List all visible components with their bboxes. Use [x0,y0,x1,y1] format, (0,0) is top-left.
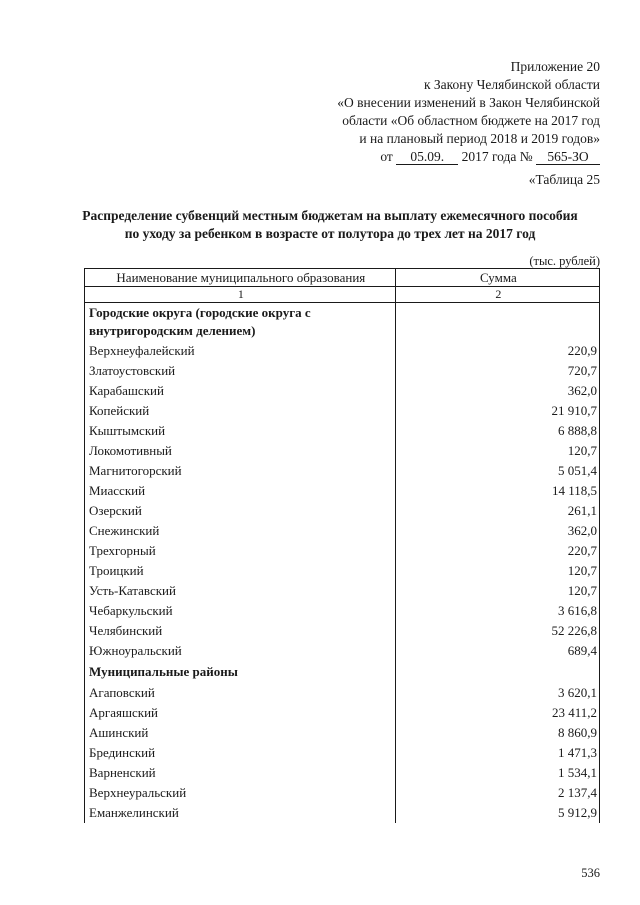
table-row [85,803,600,823]
from-label: от [380,149,393,164]
table-row [85,621,600,641]
column-number-1: 1 [85,287,396,303]
row-name: Карабашский [85,381,396,401]
row-sum: 261,1 [395,501,599,521]
table-row [85,421,600,441]
row-name: Чебаркульский [85,601,396,621]
section-row-districts [85,661,600,683]
row-sum: 23 411,2 [395,703,599,723]
document-title [60,207,600,243]
table-row [85,501,600,521]
table-row [85,401,600,421]
table-row [85,723,600,743]
row-name: Верхнеуфалейский [85,341,396,361]
row-sum: 8 860,9 [395,723,599,743]
table-row [85,381,600,401]
row-sum: 5 051,4 [395,461,599,481]
table-row [85,581,600,601]
row-sum: 362,0 [395,381,599,401]
row-sum: 120,7 [395,561,599,581]
law-date: 05.09. [396,149,458,165]
appendix-number: Приложение 20 [510,59,600,74]
table-row [85,743,600,763]
table-label: «Таблица 25 [528,172,600,187]
row-name: Копейский [85,401,396,421]
row-sum: 1 471,3 [395,743,599,763]
row-name: Еманжелинский [85,803,396,823]
table-row [85,783,600,803]
law-number: 565-ЗО [536,149,600,165]
table-row [85,683,600,703]
table-row [85,601,600,621]
row-sum: 3 616,8 [395,601,599,621]
row-sum: 720,7 [395,361,599,381]
row-name: Озерский [85,501,396,521]
row-name: Снежинский [85,521,396,541]
appendix-header [337,58,600,166]
table-row [85,703,600,723]
table-header-row [85,269,600,287]
row-sum: 2 137,4 [395,783,599,803]
row-sum: 3 620,1 [395,683,599,703]
row-sum: 1 534,1 [395,763,599,783]
row-sum: 14 118,5 [395,481,599,501]
section-sum-empty [395,661,599,683]
section-title: Муниципальные районы [85,661,396,683]
row-name: Магнитогорский [85,461,396,481]
row-name: Варненский [85,763,396,783]
row-name: Кыштымский [85,421,396,441]
row-name: Южноуральский [85,641,396,661]
row-sum: 6 888,8 [395,421,599,441]
row-name: Агаповский [85,683,396,703]
table-row [85,441,600,461]
page-number: 536 [581,866,600,880]
row-sum: 362,0 [395,521,599,541]
units-label: (тыс. рублей) [529,254,600,268]
row-sum: 5 912,9 [395,803,599,823]
column-number-2: 2 [395,287,599,303]
table-row [85,541,600,561]
row-sum: 21 910,7 [395,401,599,421]
appendix-date-line [337,148,600,166]
appendix-law-title-1: «О внесении изменений в Закон Челябинской [337,95,600,110]
row-name: Аргаяшский [85,703,396,723]
row-sum: 220,9 [395,341,599,361]
section-sum-empty [395,303,599,342]
table-row [85,341,600,361]
row-name: Верхнеуральский [85,783,396,803]
row-sum: 689,4 [395,641,599,661]
table-column-number-row [85,287,600,303]
table-row [85,561,600,581]
appendix-law-title-3: и на плановый период 2018 и 2019 годов» [359,131,600,146]
section-row-urban [85,303,600,342]
table-row [85,361,600,381]
row-sum: 120,7 [395,581,599,601]
row-sum: 220,7 [395,541,599,561]
row-name: Трехгорный [85,541,396,561]
table-row [85,521,600,541]
row-name: Златоустовский [85,361,396,381]
row-name: Усть-Катавский [85,581,396,601]
appendix-law-ref: к Закону Челябинской области [423,77,600,92]
row-name: Локомотивный [85,441,396,461]
appendix-law-title-2: области «Об областном бюджете на 2017 год [342,113,600,128]
row-sum: 52 226,8 [395,621,599,641]
row-name: Миасский [85,481,396,501]
table-row [85,481,600,501]
table-row [85,763,600,783]
table-row [85,641,600,661]
document-title-line-2: по уходу за ребенком в возрасте от полутора до трех лет на 2017 год [124,226,536,241]
row-sum: 120,7 [395,441,599,461]
row-name: Троицкий [85,561,396,581]
column-header-sum: Сумма [395,269,599,287]
column-header-name: Наименование муниципального образования [85,269,396,287]
budget-table [84,268,600,823]
row-name: Челябинский [85,621,396,641]
year-number-label: 2017 года № [461,149,533,164]
table-row [85,461,600,481]
document-title-line-1: Распределение субвенций местным бюджетам на выплату ежемесячного пособия [82,208,578,223]
section-title: Городские округа (городские округа с внутригородским делением) [85,303,396,342]
row-name: Ашинский [85,723,396,743]
row-name: Брединский [85,743,396,763]
